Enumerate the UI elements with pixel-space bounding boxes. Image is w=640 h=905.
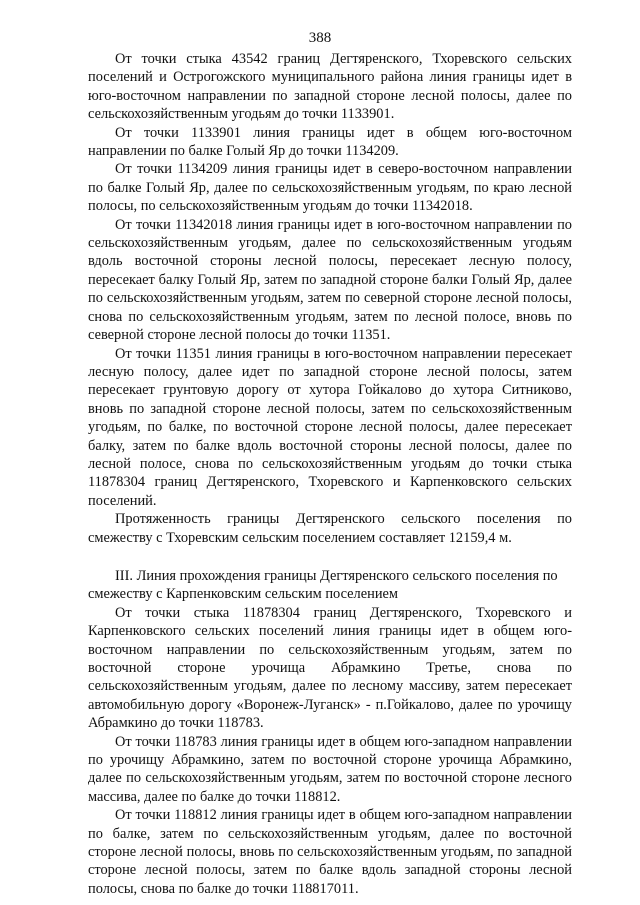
section-paragraph-1: От точки стыка 11878304 границ Дегтяренского, Тхоревского и Карпенковского сельских поселений линия границы идет в общем юго-восточном направлении по сельскохозяйственным угодьям, затем по восточной стороне урочища Абрамкино Третье, снова по сельскохозяйственным угодьям, далее по лесному массиву, затем пересекает автомобильную дорогу «Воронеж-Луганск» - п.Гойкалово, далее по урочищу Абрамкино до точки 118783. — [88, 604, 572, 732]
paragraph-3: От точки 1134209 линия границы идет в северо-восточном направлении по балке Голый Яр, далее по сельскохозяйственным угодьям, по краю лесной полосы, по сельскохозяйственным угодьям до точки 11342018. — [88, 161, 572, 215]
section-spacer — [88, 547, 572, 567]
section-paragraph-2: От точки 118783 линия границы идет в общем юго-западном направлении по урочищу Абрамкино, затем по восточной стороне урочища Абрамкино, далее по сельскохозяйственным угодьям, затем по восточной стороне лесного массива, далее по балке до точки 118812. — [88, 733, 572, 805]
paragraph-2: От точки 1133901 линия границы идет в общем юго-восточном направлении по балке Голый Яр до точки 1134209. — [88, 124, 572, 160]
section-heading: III. Линия прохождения границы Дегтяренского сельского поселения по смежеству с Карпенковским сельским поселением — [88, 567, 558, 603]
paragraph-1: От точки стыка 43542 границ Дегтяренского, Тхоревского сельских поселений и Острогожского муниципального района линия границы идет в юго-восточном направлении по западной стороне лесной полосы, далее по сельскохозяйственным угодьям до точки 1133901. — [88, 51, 572, 123]
paragraph-4: От точки 11342018 линия границы идет в юго-восточном направлении по сельскохозяйственным угодьям, далее по сельскохозяйственным угодьям вдоль восточной стороны лесной полосы, пересекает лесную полосу, пересекает балку Голый Яр, затем по западной стороне балки Голый Яр, далее по сельскохозяйственным угодьям, затем по северной стороне лесной полосы, снова по сельскохозяйственным угодьям, затем по лесной полосе, вновь по северной стороне лесной полосы до точки 11351. — [88, 216, 572, 344]
paragraph-6-length-summary: Протяженность границы Дегтяренского сельского поселения по смежеству с Тхоревским сельским поселением составляет 12159,4 м. — [88, 511, 572, 546]
paragraph-5: От точки 11351 линия границы в юго-восточном направлении пересекает лесную полосу, далее идет по западной стороне лесной полосы, затем пересекает грунтовую дорогу от хутора Гойкалово до хутора Ситниково, вновь по западной стороне лесной полосы, затем по сельскохозяйственным угодьям, по балке, по восточной стороне лесной полосы, далее пересекает балку, затем по балке вдоль восточной стороны лесной полосы, далее по лесной полосе, снова по сельскохозяйственным угодьям до точки стыка 11878304 границ Дегтяренского, Тхоревского и Карпенковского сельских поселений. — [88, 345, 572, 509]
page-number: 388 — [308, 30, 332, 46]
section-paragraph-3: От точки 118812 линия границы идет в общем юго-западном направлении по балке, затем по сельскохозяйственным угодьям, далее по восточной стороне лесной полосы, вновь по сельскохозяйственным угодьям, по западной стороне лесной полосы, затем по балке вдоль западной стороны лесной полосы, снова по балке до точки 118817011. — [88, 807, 572, 897]
document-body — [88, 50, 572, 898]
